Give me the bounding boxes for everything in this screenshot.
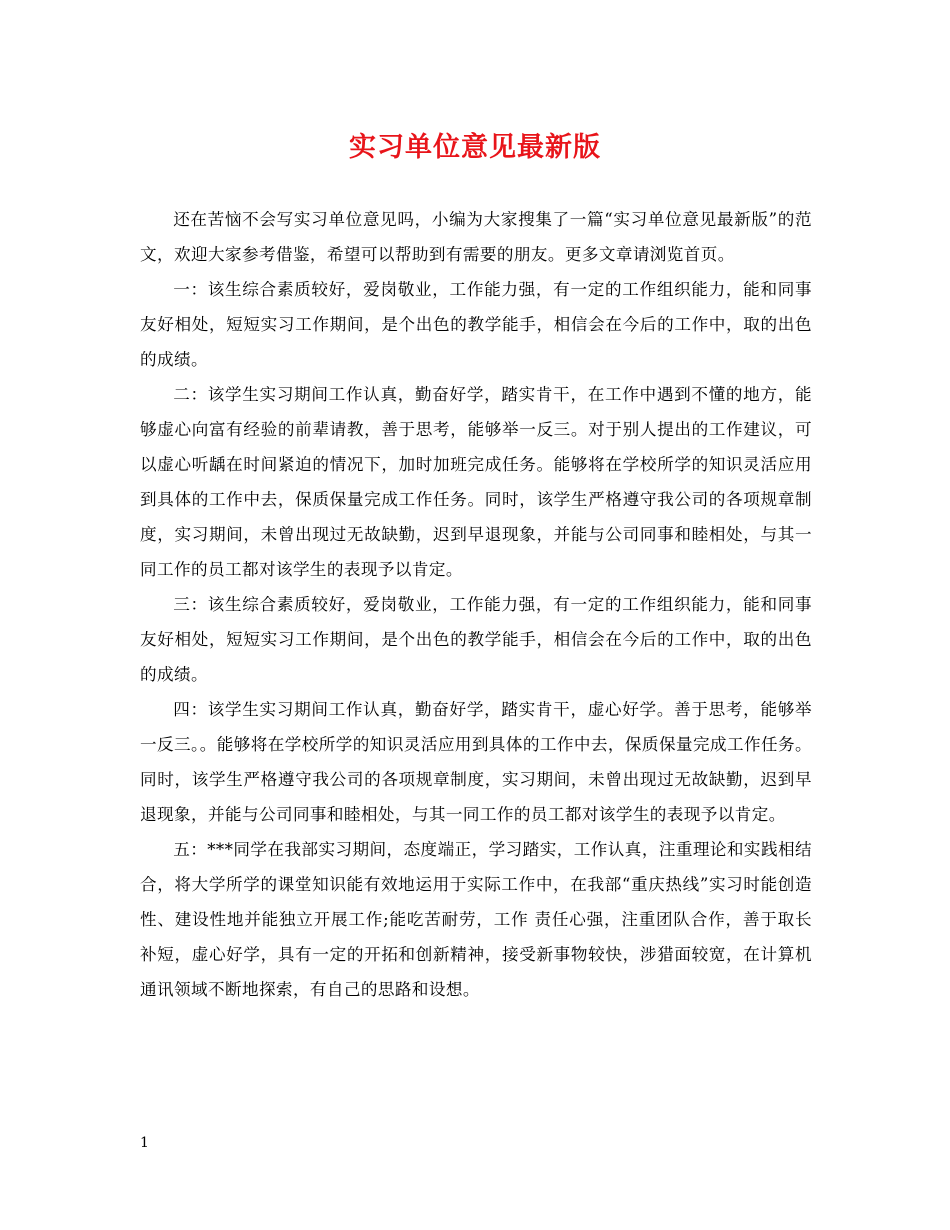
intro-paragraph: 还在苦恼不会写实习单位意见吗，小编为大家搜集了一篇“实习单位意见最新版”的范文，欢迎大家参考借鉴，希望可以帮助到有需要的朋友。更多文章请浏览首页。 <box>140 210 812 264</box>
opinion-paragraph-1: 一：该生综合素质较好，爱岗敬业，工作能力强，有一定的工作组织能力，能和同事友好相处，短短实习工作期间，是个出色的教学能手，相信会在今后的工作中，取的出色的成绩。 <box>140 280 812 369</box>
document-body <box>140 202 812 1007</box>
document-title: 实习单位意见最新版 <box>349 132 601 163</box>
opinion-paragraph-2: 二：该学生实习期间工作认真，勤奋好学，踏实肯干，在工作中遇到不懂的地方，能够虚心向富有经验的前辈请教，善于思考，能够举一反三。对于别人提出的工作建议，可以虚心听龋在时间紧迫的情况下，加时加班完成任务。能够将在学校所学的知识灵活应用到具体的工作中去，保质保量完成工作任务。同时，该学生严格遵守我公司的各项规章制度，实习期间，未曾出现过无故缺勤，迟到早退现象，并能与公司同事和睦相处，与其一同工作的员工都对该学生的表现予以肯定。 <box>140 385 812 579</box>
opinion-paragraph-5: 五：***同学在我部实习期间，态度端正，学习踏实，工作认真，注重理论和实践相结合，将大学所学的课堂知识能有效地运用于实际工作中，在我部“重庆热线”实习时能创造性、建设性地并能独立开展工作;能吃苦耐劳，工作 责任心强，注重团队合作，善于取长补短，虚心好学，具有一定的开拓和创新精神，接受新事物较快，涉猎面较宽，在计算机通讯领域不断地探索，有自己的思路和设想。 <box>140 840 812 999</box>
page-number: 1 <box>140 1135 149 1151</box>
opinion-paragraph-4: 四：该学生实习期间工作认真，勤奋好学，踏实肯干，虚心好学。善于思考，能够举一反三。。能够将在学校所学的知识灵活应用到具体的工作中去，保质保量完成工作任务。同时，该学生严格遵守我公司的各项规章制度，实习期间，未曾出现过无故缺勤，迟到早退现象，并能与公司同事和睦相处，与其一同工作的员工都对该学生的表现予以肯定。 <box>140 700 812 824</box>
opinion-paragraph-3: 三：该生综合素质较好，爱岗敬业，工作能力强，有一定的工作组织能力，能和同事友好相处，短短实习工作期间，是个出色的教学能手，相信会在今后的工作中，取的出色的成绩。 <box>140 595 812 684</box>
